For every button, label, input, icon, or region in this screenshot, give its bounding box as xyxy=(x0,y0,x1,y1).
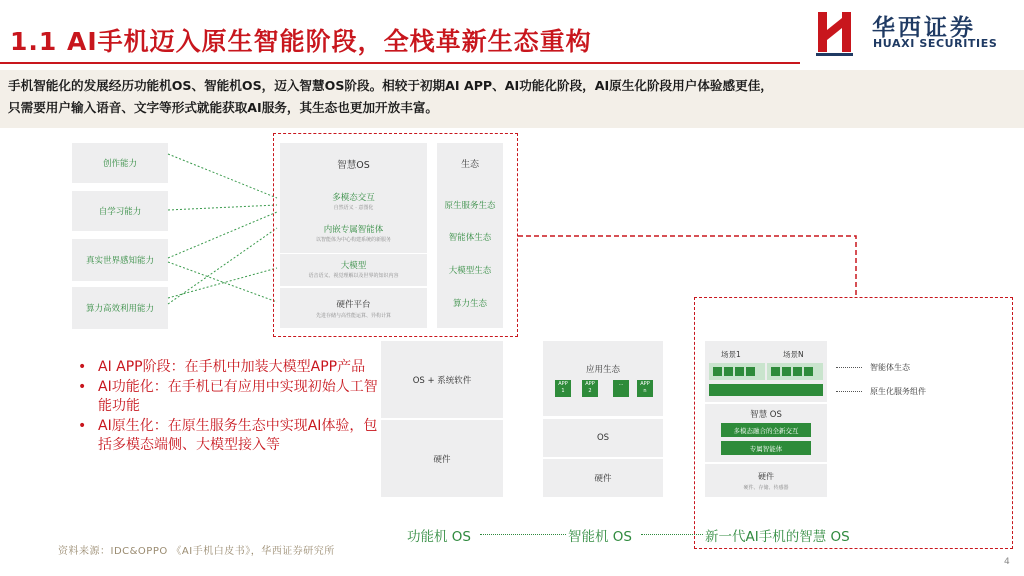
source-note: 资料来源：IDC&OPPO 《AI手机白皮书》，华西证券研究所 xyxy=(58,546,335,557)
stage-ai-os: 新一代AI手机的智慧 OS xyxy=(705,529,850,545)
eco-agent: 智能体生态 xyxy=(448,233,492,243)
bullet-ai-app: • AI APP阶段：在手机中加装大模型APP产品 xyxy=(78,358,378,378)
bullet-ai-native: • AI原生化：在原生服务生态中实现AI体验，包括多模态端侧、大模型接入等 xyxy=(78,417,378,456)
capability-compute: 算力高效利用能力 xyxy=(72,287,168,329)
app-chip-more: ... xyxy=(613,380,629,397)
intro-line-1: 手机智能化的发展经历功能机OS、智能机OS，迈入智慧OS阶段。相较于初期AI APP、AI功能化阶段，AI原生化阶段用户体验感更佳， xyxy=(8,78,773,93)
legend-agent-eco: 智能体生态 xyxy=(870,363,910,372)
ecosystem-panel xyxy=(437,143,503,328)
smart-os-title: 智慧OS xyxy=(337,160,370,171)
capability-perception: 真实世界感知能力 xyxy=(72,239,168,281)
stage-dots-1 xyxy=(480,534,566,535)
smartphone-os-layer: OS xyxy=(543,419,663,457)
ai-hardware-sub: 硬件、存储、传感器 xyxy=(743,485,789,491)
scene-1-label: 场景1 xyxy=(721,350,741,359)
scene-panel xyxy=(705,341,827,402)
stage-dots-2 xyxy=(641,534,703,535)
ai-hardware-title: 硬件 xyxy=(758,472,774,481)
smartphone-hardware-layer: 硬件 xyxy=(543,459,663,497)
llm-sub: 语音语义、视觉理解以及世界的知识内容 xyxy=(308,273,399,279)
ai-smart-os-title: 智慧 OS xyxy=(750,410,782,420)
logo-name-en: HUAXI SECURITIES xyxy=(873,37,998,50)
eco-llm: 大模型生态 xyxy=(448,266,492,276)
hardware-platform-sub: 先进存储与高性能运算、异构计算 xyxy=(315,313,391,319)
multimodal-sub: 自然语义 · 意图化 xyxy=(333,205,374,211)
stage-bullet-list xyxy=(78,358,378,456)
multimodal-interaction-block: 多模态融合的全新交互 xyxy=(721,423,811,437)
eco-compute: 算力生态 xyxy=(452,299,487,309)
intro-line-2: 只需要用户输入语音、文字等形式就能获取AI服务，其生态也更加开放丰富。 xyxy=(8,100,439,115)
bullet-ai-feature: • AI功能化：在手机已有应用中实现初始人工智能功能 xyxy=(78,378,378,417)
eco-native-service: 原生服务生态 xyxy=(444,201,496,211)
agent-sub: 以智能体为中心构建系统的新服务 xyxy=(315,237,391,243)
smart-os-panel xyxy=(280,143,427,253)
app-ecosystem-panel xyxy=(543,341,663,416)
ai-smart-os-panel xyxy=(705,404,827,462)
app-ecosystem-title: 应用生态 xyxy=(585,365,620,375)
app-chip-1: APP 1 xyxy=(555,380,571,397)
llm-panel xyxy=(280,254,427,286)
legend-dots-2 xyxy=(836,391,862,392)
feature-os-hardware: 硬件 xyxy=(381,420,503,497)
multimodal-label: 多模态交互 xyxy=(332,193,375,203)
logo-name-cn: 华西证券 xyxy=(872,15,976,41)
ai-hardware-panel xyxy=(705,464,827,497)
stage-feature-os: 功能机 OS xyxy=(407,529,471,545)
hardware-platform-label: 硬件平台 xyxy=(336,300,371,310)
scene-n-label: 场景N xyxy=(783,350,804,359)
capability-creation: 创作能力 xyxy=(72,143,168,183)
stage-smartphone-os: 智能机 OS xyxy=(568,529,632,545)
ecosystem-title: 生态 xyxy=(460,160,479,170)
page-number: 4 xyxy=(1004,557,1010,567)
legend-native-components: 原生化服务组件 xyxy=(870,387,926,396)
capability-self-learning: 自学习能力 xyxy=(72,191,168,231)
app-chip-2: APP 2 xyxy=(582,380,598,397)
native-service-bar xyxy=(709,384,823,396)
feature-os-software: OS + 系统软件 xyxy=(381,341,503,418)
page-title: 1.1 AI手机迈入原生智能阶段，全栈革新生态重构 xyxy=(10,27,592,56)
dedicated-agent-block: 专属智能体 xyxy=(721,441,811,455)
hardware-platform-panel xyxy=(280,288,427,328)
app-chip-n: APP n xyxy=(637,380,653,397)
legend-dots-1 xyxy=(836,367,862,368)
llm-label: 大模型 xyxy=(340,261,367,271)
agent-label: 内嵌专属智能体 xyxy=(323,225,384,235)
